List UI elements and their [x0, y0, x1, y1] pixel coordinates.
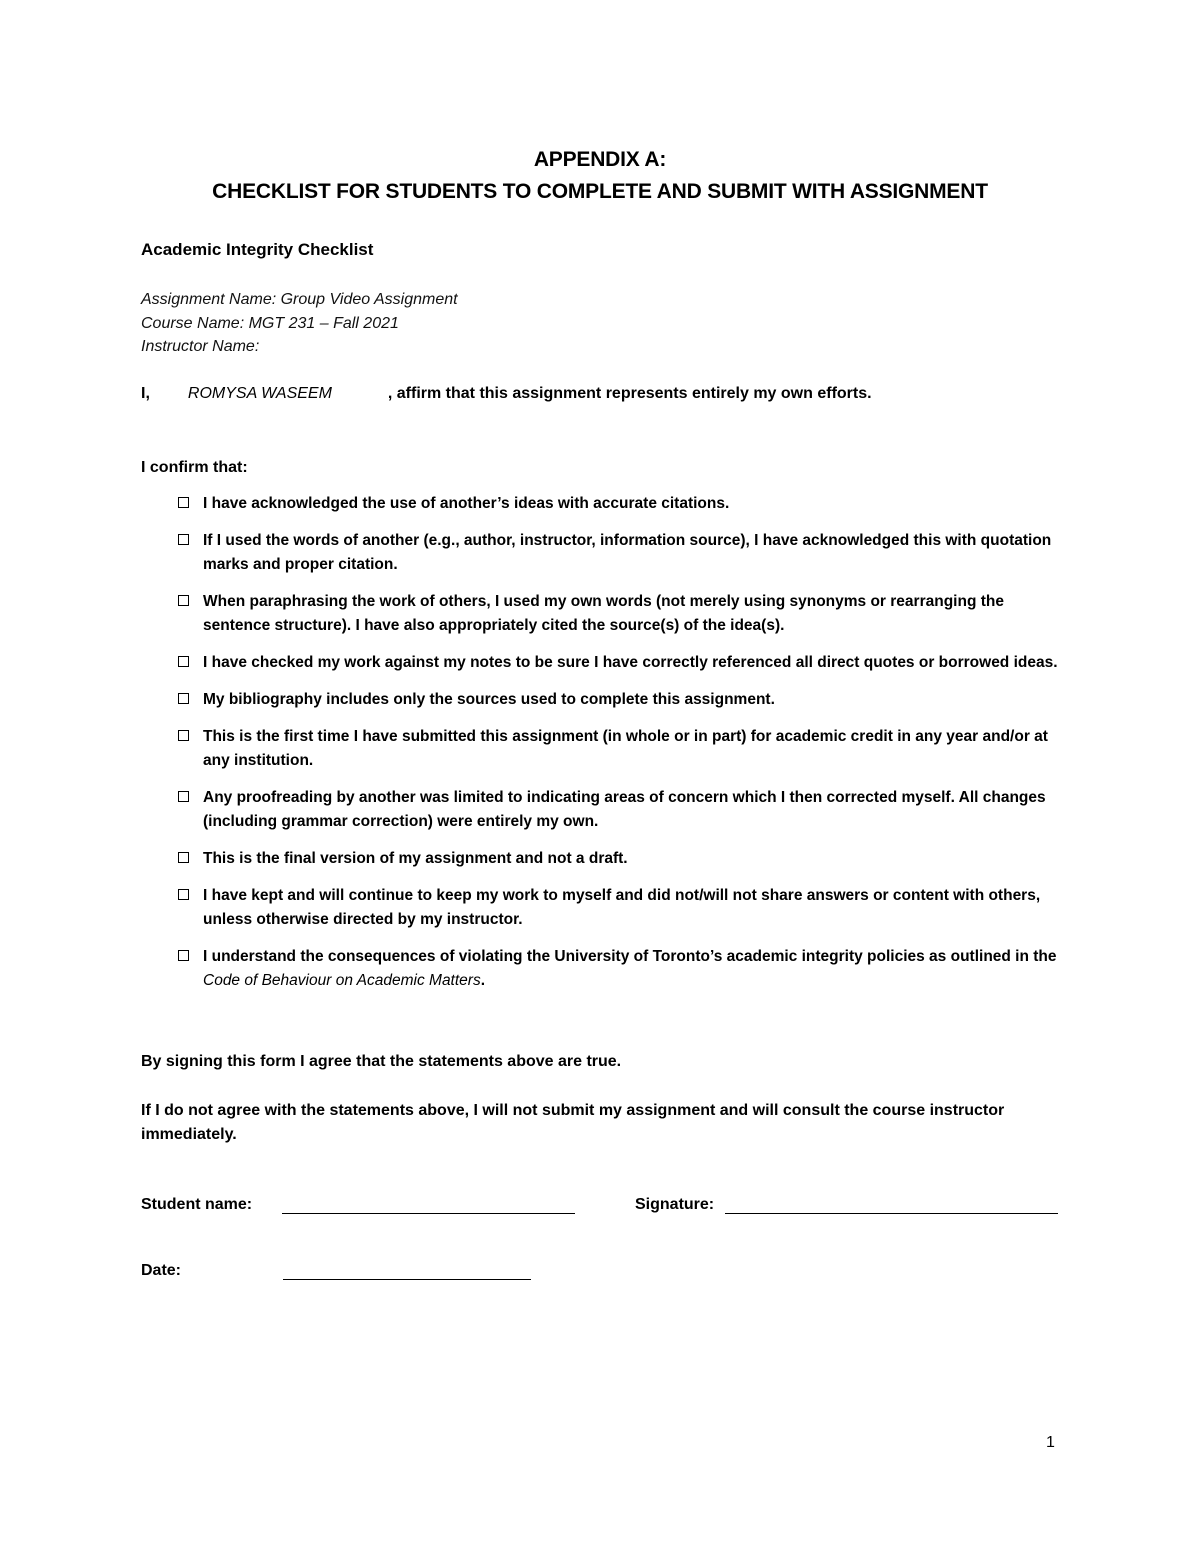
instructor-name: Instructor Name:: [141, 338, 260, 355]
checkbox[interactable]: [178, 595, 189, 606]
checklist-item: [178, 884, 1068, 932]
checklist-item: [178, 847, 1068, 871]
checklist-title: CHECKLIST FOR STUDENTS TO COMPLETE AND SUBMIT WITH ASSIGNMENT: [212, 180, 988, 203]
course-name: Course Name: MGT 231 – Fall 2021: [141, 315, 399, 332]
checklist-item: [178, 945, 1068, 993]
checkbox[interactable]: [178, 889, 189, 900]
assignment-name: Assignment Name: Group Video Assignment: [141, 291, 458, 308]
checklist-item: [178, 529, 1068, 577]
checkbox[interactable]: [178, 497, 189, 508]
checklist-item: [178, 688, 1068, 712]
section-title: Academic Integrity Checklist: [141, 240, 374, 259]
disagreement-statement: If I do not agree with the statements above, I will not submit my assignment and will consult the course instructor immediately.: [141, 1102, 1005, 1143]
checklist-item-text: I understand the consequences of violating the University of Toronto’s academic integrity policies as outlined in the: [203, 948, 1057, 965]
page-number: 1: [1046, 1434, 1055, 1451]
date-line[interactable]: [283, 1279, 531, 1280]
student-name-line[interactable]: [282, 1213, 575, 1214]
checkbox[interactable]: [178, 950, 189, 961]
checklist-item-text: Any proofreading by another was limited to indicating areas of concern which I then corrected myself. All changes (including grammar correction) were entirely my own.: [203, 789, 1046, 830]
affirmation-prefix: I,: [141, 385, 150, 402]
signature-line[interactable]: [725, 1213, 1058, 1214]
signature-label: Signature:: [635, 1196, 715, 1213]
confirm-heading: I confirm that:: [141, 459, 248, 476]
checklist-item-text: I have kept and will continue to keep my work to myself and did not/will not share answers or content with others, unless otherwise directed by my instructor.: [203, 887, 1041, 928]
affirmation-student-name: ROMYSA WASEEM: [187, 385, 332, 402]
checkbox[interactable]: [178, 693, 189, 704]
checkbox[interactable]: [178, 852, 189, 863]
affirmation-statement: [141, 385, 872, 403]
affirmation-suffix: , affirm that this assignment represents entirely my own efforts.: [387, 385, 872, 402]
checklist-item: [178, 725, 1068, 773]
checklist-item-text: I have acknowledged the use of another’s ideas with accurate citations.: [203, 495, 730, 512]
checklist-item: [178, 786, 1068, 834]
checklist-item-text: This is the first time I have submitted this assignment (in whole or in part) for academic credit in any year and/or at any institution.: [203, 728, 1048, 769]
checklist-item-text: When paraphrasing the work of others, I used my own words (not merely using synonyms or rearranging the sentence structure). I have also appropriately cited the source(s) of the idea(s).: [203, 593, 1004, 634]
checklist-item-text: This is the final version of my assignment and not a draft.: [203, 850, 628, 867]
code-of-behaviour-title: Code of Behaviour on Academic Matters: [203, 972, 481, 989]
appendix-title: APPENDIX A:: [533, 148, 667, 171]
checkbox[interactable]: [178, 534, 189, 545]
checkbox[interactable]: [178, 791, 189, 802]
student-name-label: Student name:: [141, 1196, 253, 1213]
integrity-checklist: [178, 492, 1068, 1006]
checklist-item: [178, 651, 1068, 675]
checklist-item-text: If I used the words of another (e.g., author, instructor, information source), I have acknowledged this with quotation marks and proper citation.: [203, 532, 1052, 573]
checklist-item: [178, 492, 1068, 516]
agreement-statement: By signing this form I agree that the statements above are true.: [141, 1053, 622, 1070]
checkbox[interactable]: [178, 656, 189, 667]
date-label: Date:: [141, 1262, 182, 1279]
checklist-item-text-end: .: [480, 972, 486, 989]
checkbox[interactable]: [178, 730, 189, 741]
checklist-item-text: My bibliography includes only the sources used to complete this assignment.: [203, 691, 775, 708]
checklist-item: [178, 590, 1068, 638]
checklist-item-text: I have checked my work against my notes to be sure I have correctly referenced all direct quotes or borrowed ideas.: [203, 654, 1058, 671]
